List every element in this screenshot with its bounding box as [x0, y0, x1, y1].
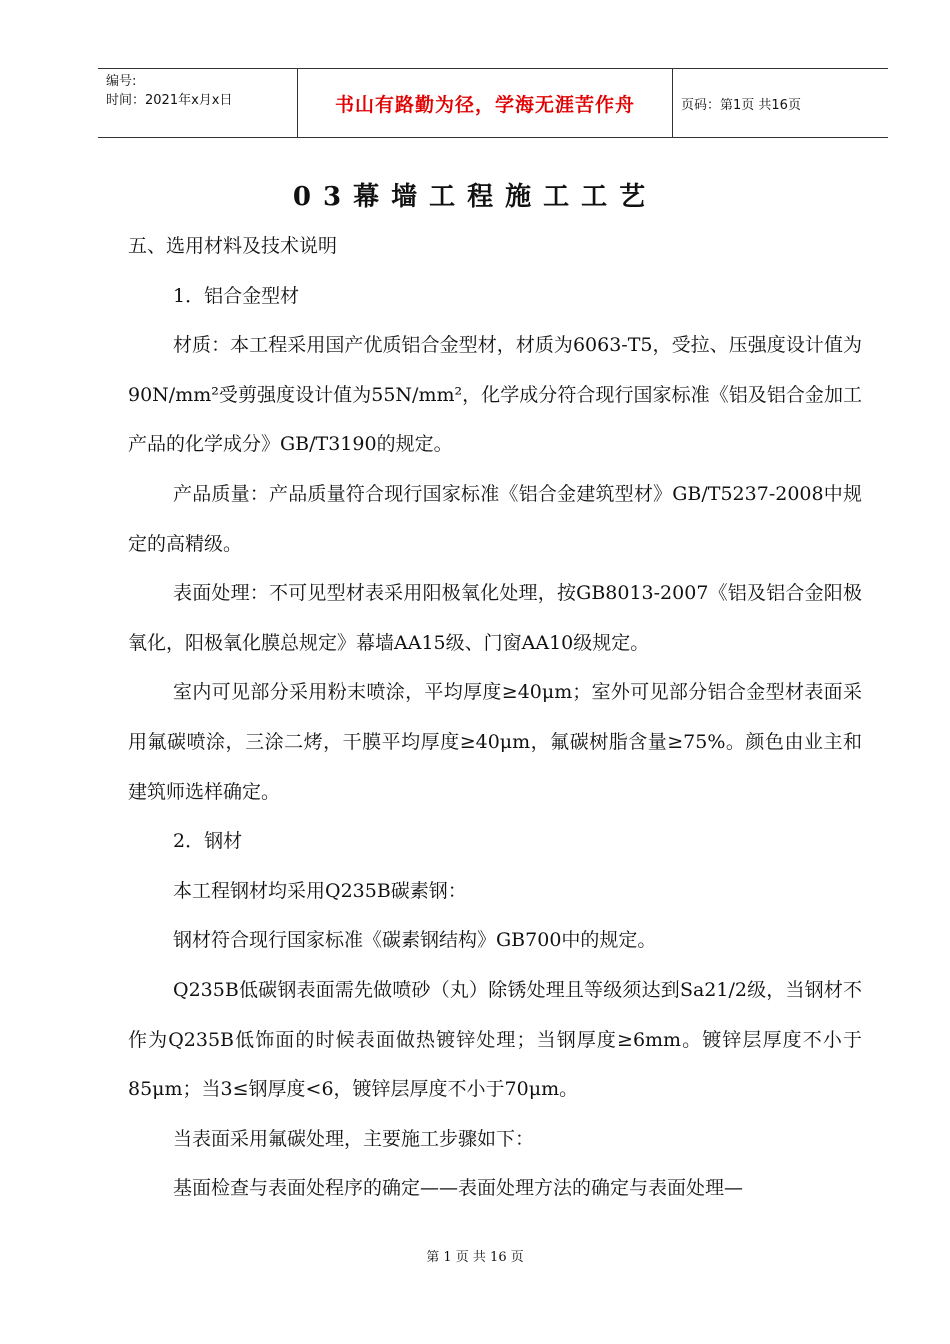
paragraph: 室内可见部分采用粉末喷涂，平均厚度≥40μm；室外可见部分铝合金型材表面采用氟碳喷涂，三涂二烤，干膜平均厚度≥40μm，氟碳树脂含量≥75%。颜色由业主和建筑师选样确定。 — [128, 681, 862, 803]
paragraph: 1．铝合金型材 — [173, 284, 300, 307]
page-footer: 第 1 页 共 16 页 — [426, 1250, 524, 1265]
header-motto: 书山有路勤为径，学海无涯苦作舟 — [298, 69, 673, 137]
header-page-info: 页码：第1页 共16页 — [681, 97, 801, 113]
document-body — [128, 222, 862, 1214]
paragraph: 表面处理：不可见型材表采用阳极氧化处理，按GB8013-2007《铝及铝合金阳极氧化，阳极氧化膜总规定》幕墙AA15级、门窗AA10级规定。 — [128, 582, 862, 654]
paragraph: 钢材符合现行国家标准《碳素钢结构》GB700中的规定。 — [173, 929, 657, 952]
header-meta — [98, 69, 298, 137]
paragraph: 本工程钢材均采用Q235B碳素钢： — [173, 879, 467, 902]
paragraph: 2．钢材 — [173, 830, 243, 853]
section-heading: 五、选用材料及技术说明 — [128, 235, 338, 257]
page-header — [98, 68, 888, 138]
paragraph: 材质：本工程采用国产优质铝合金型材，材质为6063-T5，受拉、压强度设计值为90N/mm²受剪强度设计值为55N/mm²，化学成分符合现行国家标准《铝及铝合金加工产品的化学成分》GB/T3190的规定。 — [128, 334, 862, 456]
time-label: 时间：2021年x月x日 — [106, 93, 233, 108]
document-title: 03幕墙工程施工工艺 — [292, 182, 658, 212]
paragraph: Q235B低碳钢表面需先做喷砂（丸）除锈处理且等级须达到Sa21/2级，当钢材不作为Q235B低饰面的时候表面做热镀锌处理；当钢厚度≥6mm。镀锌层厚度不小于85μm；当3≤钢厚度<6，镀锌层厚度不小于70μm。 — [128, 978, 862, 1101]
number-label: 编号: — [106, 74, 137, 89]
paragraph: 基面检查与表面处程序的确定——表面处理方法的确定与表面处理— — [173, 1177, 744, 1200]
paragraph: 当表面采用氟碳处理，主要施工步骤如下： — [173, 1127, 535, 1150]
paragraph: 产品质量：产品质量符合现行国家标准《铝合金建筑型材》GB/T5237-2008中规定的高精级。 — [128, 482, 862, 555]
